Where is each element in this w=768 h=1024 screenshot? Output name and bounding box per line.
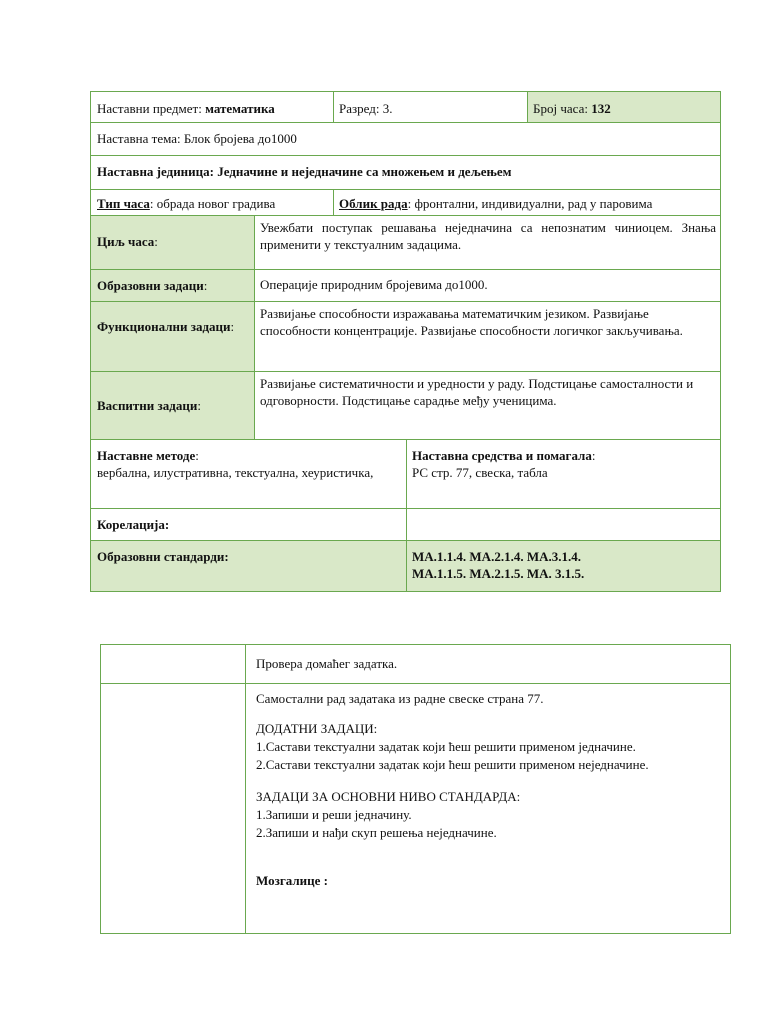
unit-cell: Наставна јединица: Једначине и неједначине са множењем и дељењем (97, 164, 512, 179)
basic-task-2: 2.Запиши и нађи скуп решења неједначине. (256, 825, 497, 840)
standards-label: Образовни стандарди: (97, 549, 229, 564)
extra-task-1: 1.Састави текстуални задатак који ћеш решити применом једначине. (256, 739, 636, 754)
methods-cell: Наставне методе: вербална, илустративна, текстуална, хеуристичка, (97, 448, 374, 480)
basic-task-1: 1.Запиши и реши једначину. (256, 807, 412, 822)
goal-label: Циљ часа: (97, 234, 158, 249)
lesson-plan-table (90, 91, 721, 592)
func-tasks-value: Развијање способности изражавања математичким језиком. Развијање способности концентрације. Развијање способности логичког закључивања. (260, 306, 683, 338)
main-activities (245, 683, 731, 934)
homework-check: Провера домаћег задатка. (256, 656, 398, 671)
edu-tasks-label: Образовни задаци: (97, 278, 208, 293)
extra-task-2: 2.Састави текстуални задатак који ћеш решити применом неједначине. (256, 757, 649, 772)
grade-cell: Разред: 3. (339, 101, 393, 116)
puzzles-label: Мозгалице : (256, 873, 328, 888)
standards-value: МА.1.1.4. МА.2.1.4. МА.3.1.4. МА.1.1.5. МА.2.1.5. МА. 3.1.5. (412, 549, 585, 581)
correlation-value (406, 508, 721, 540)
basic-tasks-title: ЗАДАЦИ ЗА ОСНОВНИ НИВО СТАНДАРДА: (256, 789, 521, 804)
workbook-task: Самостални рад задатака из радне свеске страна 77. (256, 691, 544, 706)
lesson-type-cell: Тип часа: обрада новог градива (97, 196, 276, 211)
work-form-cell: Облик рада: фронтални, индивидуални, рад у паровима (339, 196, 653, 211)
topic-cell: Наставна тема: Блок бројева до1000 (97, 131, 297, 146)
lesson-number-cell: Број часа: 132 (533, 101, 611, 116)
means-cell: Наставна средства и помагала: РС стр. 77, свеска, табла (412, 448, 596, 480)
activities-table (100, 644, 731, 934)
subject-cell: Наставни предмет: математика (97, 101, 275, 116)
correlation-cell: Корелација: (97, 517, 170, 532)
upbr-tasks-label: Васпитни задаци: (97, 398, 201, 413)
upbr-tasks-value: Развијање систематичности и уредности у раду. Подстицање самосталности и одговорности. Подстицање сарадње међу ученицима. (260, 376, 694, 408)
func-tasks-label: Функционални задаци: (97, 319, 235, 334)
goal-value: Увежбати поступак решавања неједначина са непознатим чиниоцем. Знања применити у текстуалним задацима. (260, 220, 716, 252)
extra-tasks-title: ДОДАТНИ ЗАДАЦИ: (256, 721, 378, 736)
edu-tasks-value: Операције природним бројевима до1000. (260, 277, 488, 292)
